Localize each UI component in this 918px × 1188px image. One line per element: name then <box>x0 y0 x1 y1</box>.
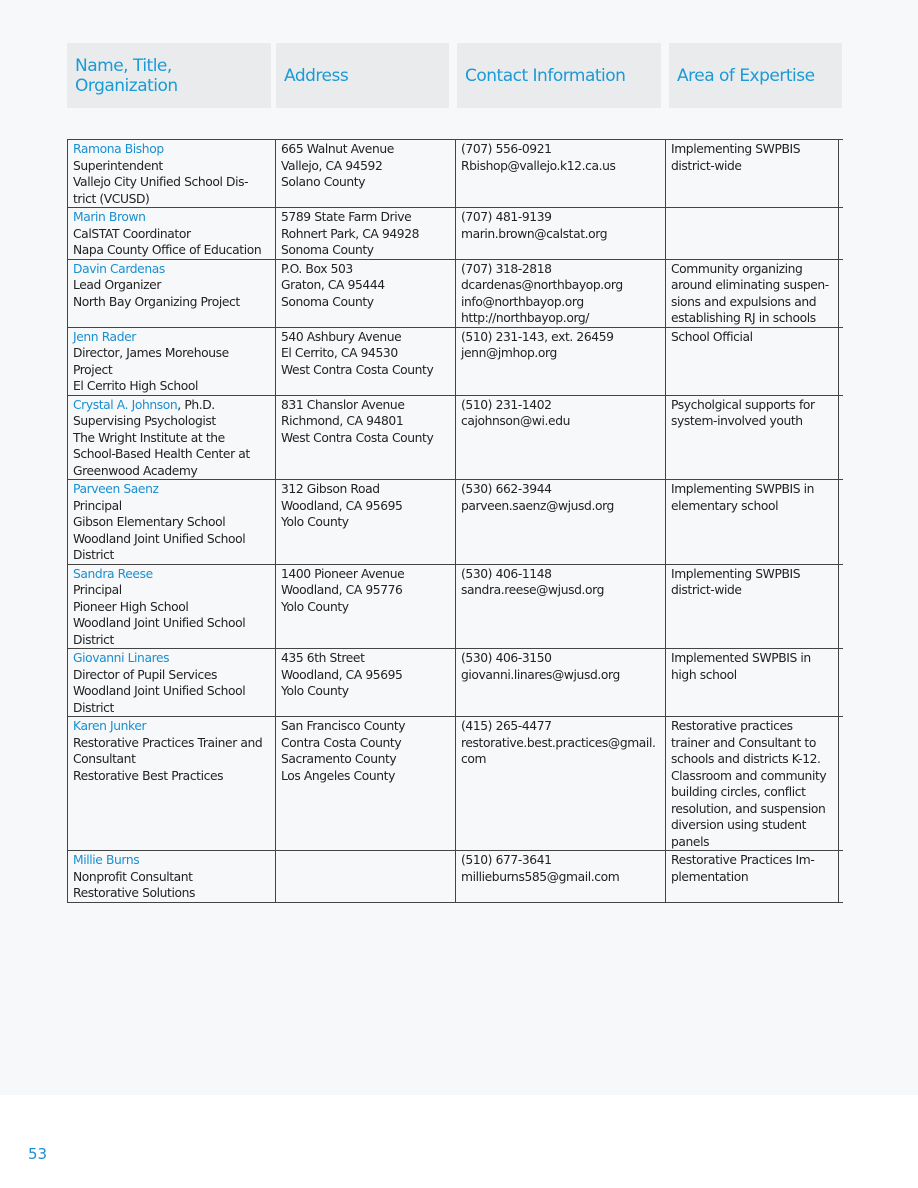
table-row <box>68 140 843 208</box>
name-line: North Bay Organizing Project <box>73 294 240 309</box>
address-line: 435 6th Street <box>281 651 365 665</box>
expertise-line: trainer and Consultant to <box>671 735 816 750</box>
table-row <box>68 395 843 480</box>
name-line: District <box>73 632 114 647</box>
table-row <box>68 327 843 395</box>
cell-expertise <box>666 649 839 717</box>
cell-extra <box>839 208 843 260</box>
cell-expertise <box>666 564 839 649</box>
name-line: Director of Pupil Services <box>73 667 218 682</box>
cell-contact <box>456 851 666 903</box>
contact-name: Parveen Saenz <box>73 482 159 496</box>
expertise-line: district-wide <box>671 158 742 173</box>
header-contact: Contact Information <box>457 43 661 108</box>
contact-line: (510) 231-143, ext. 26459 <box>461 329 614 344</box>
expertise-line: Classroom and community <box>671 768 827 783</box>
address-line: Woodland, CA 95695 <box>281 667 403 682</box>
contact-name: Sandra Reese <box>73 566 153 581</box>
address-line: Solano County <box>281 175 366 189</box>
name-line: trict (VCUSD) <box>73 191 150 206</box>
contact-line: (510) 677-3641 <box>461 853 552 867</box>
address-line: Sonoma County <box>281 243 374 257</box>
expertise-line: diversion using student <box>671 818 807 832</box>
cell-address <box>276 327 456 395</box>
contact-name: Crystal A. Johnson <box>73 397 178 412</box>
expertise-line: Restorative Practices Im- <box>671 853 815 867</box>
address-line: P.O. Box 503 <box>281 261 353 276</box>
contact-name: Davin Cardenas <box>73 261 165 276</box>
contact-line: (530) 406-3150 <box>461 651 552 665</box>
expertise-line: Restorative practices <box>671 719 793 733</box>
name-line: CalSTAT Coordinator <box>73 226 191 241</box>
address-line: Yolo County <box>281 599 349 614</box>
address-line: 831 Chanslor Avenue <box>281 397 405 412</box>
cell-name <box>68 717 276 851</box>
expertise-line: resolution, and suspension <box>671 801 826 816</box>
contact-line: restorative.best.practices@gmail. <box>461 735 656 750</box>
expertise-line: establishing RJ in schools <box>671 311 816 325</box>
cell-address <box>276 564 456 649</box>
contact-line: (707) 481-9139 <box>461 210 552 224</box>
page-number: 53 <box>28 1145 48 1163</box>
cell-expertise <box>666 395 839 480</box>
contact-line: giovanni.linares@wjusd.org <box>461 667 620 682</box>
name-line: Restorative Best Practices <box>73 768 224 783</box>
name-line: Project <box>73 362 113 377</box>
name-line: District <box>73 548 114 562</box>
name-line: Consultant <box>73 752 136 766</box>
address-line: Vallejo, CA 94592 <box>281 158 383 173</box>
table-row <box>68 480 843 565</box>
expertise-line: Implementing SWPBIS in <box>671 482 815 496</box>
cell-extra <box>839 140 843 208</box>
expertise-line: elementary school <box>671 498 779 513</box>
cell-name <box>68 851 276 903</box>
contact-line: com <box>461 752 487 766</box>
cell-name <box>68 140 276 208</box>
cell-extra <box>839 327 843 395</box>
header-expertise: Area of Expertise <box>669 43 842 108</box>
expertise-line: panels <box>671 834 710 849</box>
expertise-line: schools and districts K-12. <box>671 752 821 766</box>
address-line: Los Angeles County <box>281 768 395 783</box>
cell-name <box>68 480 276 565</box>
cell-extra <box>839 564 843 649</box>
cell-expertise <box>666 480 839 565</box>
address-line: Rohnert Park, CA 94928 <box>281 226 420 241</box>
name-line: Nonprofit Consultant <box>73 869 193 884</box>
contact-name: Karen Junker <box>73 719 147 733</box>
cell-contact <box>456 140 666 208</box>
contact-line: (530) 662-3944 <box>461 482 552 496</box>
cell-expertise <box>666 208 839 260</box>
cell-expertise <box>666 140 839 208</box>
table-row <box>68 259 843 327</box>
expertise-line: Implementing SWPBIS <box>671 566 801 581</box>
contact-line: dcardenas@northbayop.org <box>461 278 623 292</box>
expertise-line: Implementing SWPBIS <box>671 142 801 156</box>
cell-extra <box>839 259 843 327</box>
cell-expertise <box>666 259 839 327</box>
expertise-line: Community organizing <box>671 261 803 276</box>
cell-extra <box>839 717 843 851</box>
cell-address <box>276 395 456 480</box>
table-row <box>68 649 843 717</box>
contact-line: info@northbayop.org <box>461 294 584 309</box>
name-line: Vallejo City Unified School Dis- <box>73 175 249 189</box>
cell-contact <box>456 327 666 395</box>
name-line: District <box>73 700 114 715</box>
name-line: Woodland Joint Unified School <box>73 531 246 546</box>
expertise-line: around eliminating suspen- <box>671 278 829 292</box>
cell-address <box>276 140 456 208</box>
address-line: West Contra Costa County <box>281 362 434 377</box>
name-line: Gibson Elementary School <box>73 515 226 529</box>
cell-name <box>68 564 276 649</box>
cell-contact <box>456 259 666 327</box>
contact-line: marin.brown@calstat.org <box>461 226 608 241</box>
name-line: Pioneer High School <box>73 599 189 614</box>
address-line: 5789 State Farm Drive <box>281 210 412 224</box>
contact-line: (510) 231-1402 <box>461 397 552 412</box>
name-line: Supervising Psychologist <box>73 414 216 428</box>
expertise-line: plementation <box>671 869 749 884</box>
cell-expertise <box>666 717 839 851</box>
cell-address <box>276 208 456 260</box>
name-line: Superintendent <box>73 158 163 173</box>
name-line: Lead Organizer <box>73 278 161 292</box>
name-line: Napa County Office of Education <box>73 243 262 257</box>
contact-name: Giovanni Linares <box>73 651 170 665</box>
name-line: Director, James Morehouse <box>73 346 229 360</box>
address-line: Yolo County <box>281 515 349 529</box>
name-line: Principal <box>73 498 122 513</box>
cell-name <box>68 327 276 395</box>
expertise-line: system-involved youth <box>671 414 803 428</box>
expertise-line: Psycholgical supports for <box>671 397 815 412</box>
address-line: 665 Walnut Avenue <box>281 142 394 156</box>
table-row <box>68 564 843 649</box>
address-line: West Contra Costa County <box>281 430 434 445</box>
name-line: Woodland Joint Unified School <box>73 616 246 630</box>
cell-extra <box>839 649 843 717</box>
cell-extra <box>839 395 843 480</box>
cell-name <box>68 259 276 327</box>
address-line: Contra Costa County <box>281 735 402 750</box>
cell-expertise <box>666 851 839 903</box>
address-line: San Francisco County <box>281 719 406 733</box>
name-line: The Wright Institute at the <box>73 430 225 445</box>
contact-line: jenn@jmhop.org <box>461 346 557 360</box>
address-line: 540 Ashbury Avenue <box>281 329 402 344</box>
name-line: Principal <box>73 583 122 597</box>
cell-name <box>68 395 276 480</box>
cell-address <box>276 259 456 327</box>
contact-line: sandra.reese@wjusd.org <box>461 583 604 597</box>
expertise-line: district-wide <box>671 583 742 597</box>
contacts-table <box>67 139 843 903</box>
address-line: Woodland, CA 95776 <box>281 583 403 597</box>
cell-contact <box>456 208 666 260</box>
name-line: Restorative Solutions <box>73 886 195 900</box>
cell-address <box>276 851 456 903</box>
cell-extra <box>839 480 843 565</box>
cell-extra <box>839 851 843 903</box>
expertise-line: high school <box>671 667 737 682</box>
address-line: Graton, CA 95444 <box>281 278 385 292</box>
cell-contact <box>456 564 666 649</box>
address-line: 1400 Pioneer Avenue <box>281 566 405 581</box>
contact-line: Rbishop@vallejo.k12.ca.us <box>461 158 616 173</box>
table-row <box>68 851 843 903</box>
contact-name: Millie Burns <box>73 853 140 867</box>
table-row <box>68 208 843 260</box>
contact-line: (707) 556-0921 <box>461 142 552 156</box>
address-line: Richmond, CA 94801 <box>281 414 404 428</box>
contact-line: cajohnson@wi.edu <box>461 414 570 428</box>
name-line: El Cerrito High School <box>73 379 199 393</box>
header-address: Address <box>276 43 449 108</box>
cell-expertise <box>666 327 839 395</box>
address-line: El Cerrito, CA 94530 <box>281 346 398 360</box>
cell-address <box>276 480 456 565</box>
contact-name: Marin Brown <box>73 210 146 224</box>
cell-contact <box>456 395 666 480</box>
expertise-line: building circles, conflict <box>671 785 806 799</box>
contact-name: Jenn Rader <box>73 329 136 344</box>
cell-contact <box>456 649 666 717</box>
name-line: Woodland Joint Unified School <box>73 684 246 698</box>
contact-line: parveen.saenz@wjusd.org <box>461 498 614 513</box>
header-name: Name, Title, Organization <box>67 43 271 108</box>
cell-contact <box>456 717 666 851</box>
address-line: Yolo County <box>281 684 349 698</box>
contact-line: (530) 406-1148 <box>461 566 552 581</box>
cell-name <box>68 208 276 260</box>
cell-address <box>276 717 456 851</box>
contact-line: (415) 265-4477 <box>461 719 552 733</box>
address-line: Sonoma County <box>281 294 374 309</box>
address-line: Woodland, CA 95695 <box>281 498 403 513</box>
table-row <box>68 717 843 851</box>
expertise-line: Implemented SWPBIS in <box>671 651 811 665</box>
contact-line: http://northbayop.org/ <box>461 311 590 325</box>
contact-line: (707) 318-2818 <box>461 261 552 276</box>
name-line: School-Based Health Center at <box>73 447 250 461</box>
name-line: Greenwood Academy <box>73 463 198 478</box>
cell-address <box>276 649 456 717</box>
cell-contact <box>456 480 666 565</box>
cell-name <box>68 649 276 717</box>
expertise-line: sions and expulsions and <box>671 294 817 309</box>
address-line: 312 Gibson Road <box>281 482 380 496</box>
contact-line: millieburns585@gmail.com <box>461 869 620 884</box>
name-suffix: , Ph.D. <box>177 397 215 412</box>
expertise-line: School Official <box>671 329 753 344</box>
contact-name: Ramona Bishop <box>73 142 164 156</box>
address-line: Sacramento County <box>281 752 397 766</box>
name-line: Restorative Practices Trainer and <box>73 735 263 750</box>
